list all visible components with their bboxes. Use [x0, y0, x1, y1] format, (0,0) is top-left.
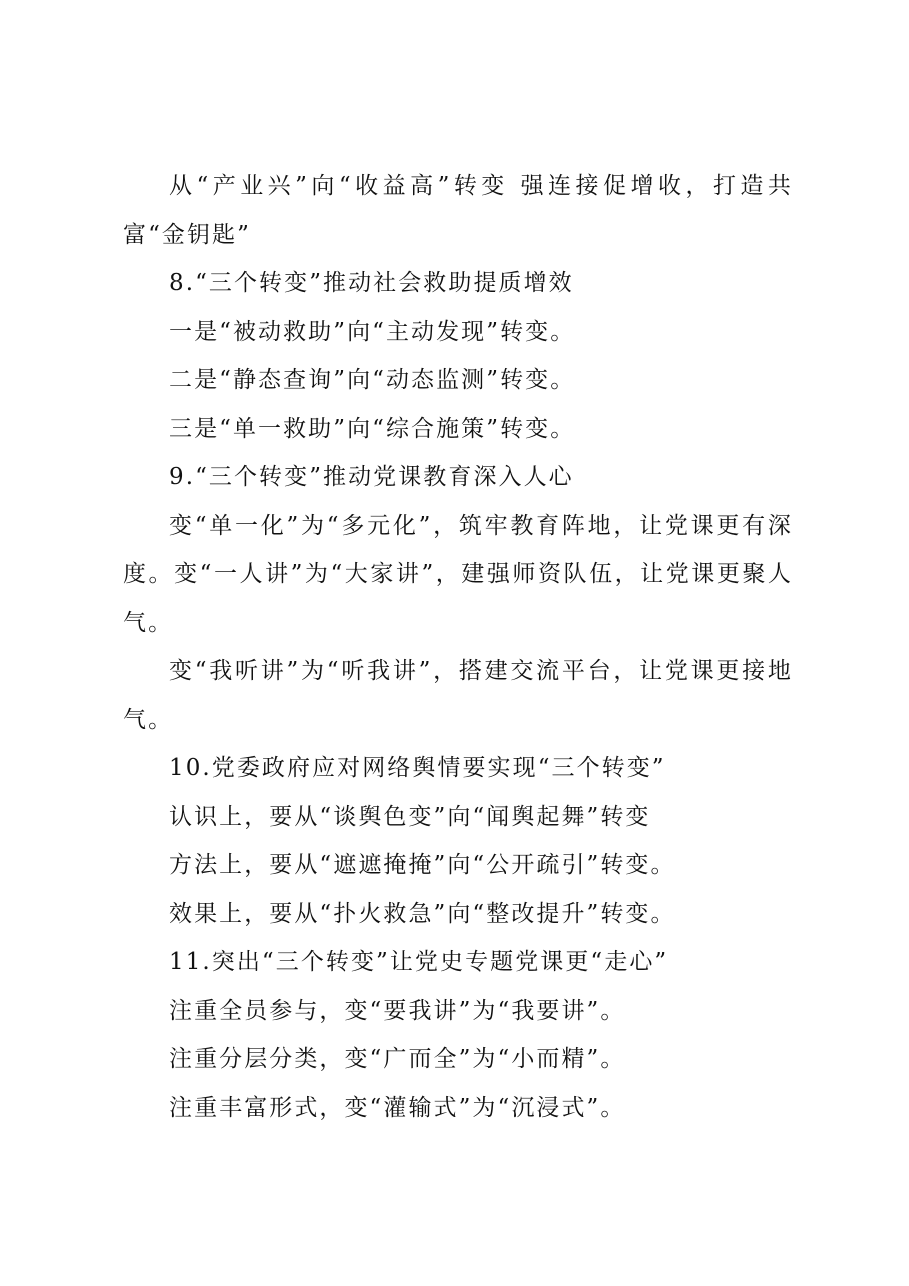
paragraph: 方法上，要从“遮遮掩掩”向“公开疏引”转变。	[169, 852, 676, 878]
paragraph: 认识上，要从“谈舆色变”向“闻舆起舞”转变	[169, 803, 651, 830]
paragraph: 变“单一化”为“多元化”，筑牢教育阵地，让党课更有深度。变“一人讲”为“大家讲”，建强师资队伍，让党课更聚人气。	[123, 512, 793, 636]
section-heading: 10.党委政府应对网络舆情要实现“三个转变”	[169, 755, 666, 781]
paragraph: 注重丰富形式，变“灌输式”为“沉浸式”。	[169, 1094, 626, 1121]
paragraph: 注重全员参与，变“要我讲”为“我要讲”。	[169, 997, 626, 1024]
section-heading: 11.突出“三个转变”让党史专题党课更“走心”	[169, 949, 669, 975]
paragraph: 变“我听讲”为“听我讲”，搭建交流平台，让党课更接地气。	[123, 658, 793, 733]
paragraph: 注重分层分类，变“广而全”为“小而精”。	[169, 1046, 626, 1072]
paragraph: 三是“单一救助”向“综合施策”转变。	[169, 415, 576, 442]
paragraph: 二是“静态查询”向“动态监测”转变。	[169, 367, 576, 393]
paragraph: 一是“被动救助”向“主动发现”转变。	[169, 318, 576, 345]
section-heading: 9.“三个转变”推动党课教育深入人心	[169, 464, 574, 490]
section-heading: 8.“三个转变”推动社会救助提质增效	[169, 270, 574, 296]
paragraph: 效果上，要从“扑火救急”向“整改提升”转变。	[169, 900, 676, 927]
document-body	[123, 162, 793, 1132]
paragraph: 从“产业兴”向“收益高”转变 强连接促增收，打造共富“金钥匙”	[123, 173, 793, 248]
